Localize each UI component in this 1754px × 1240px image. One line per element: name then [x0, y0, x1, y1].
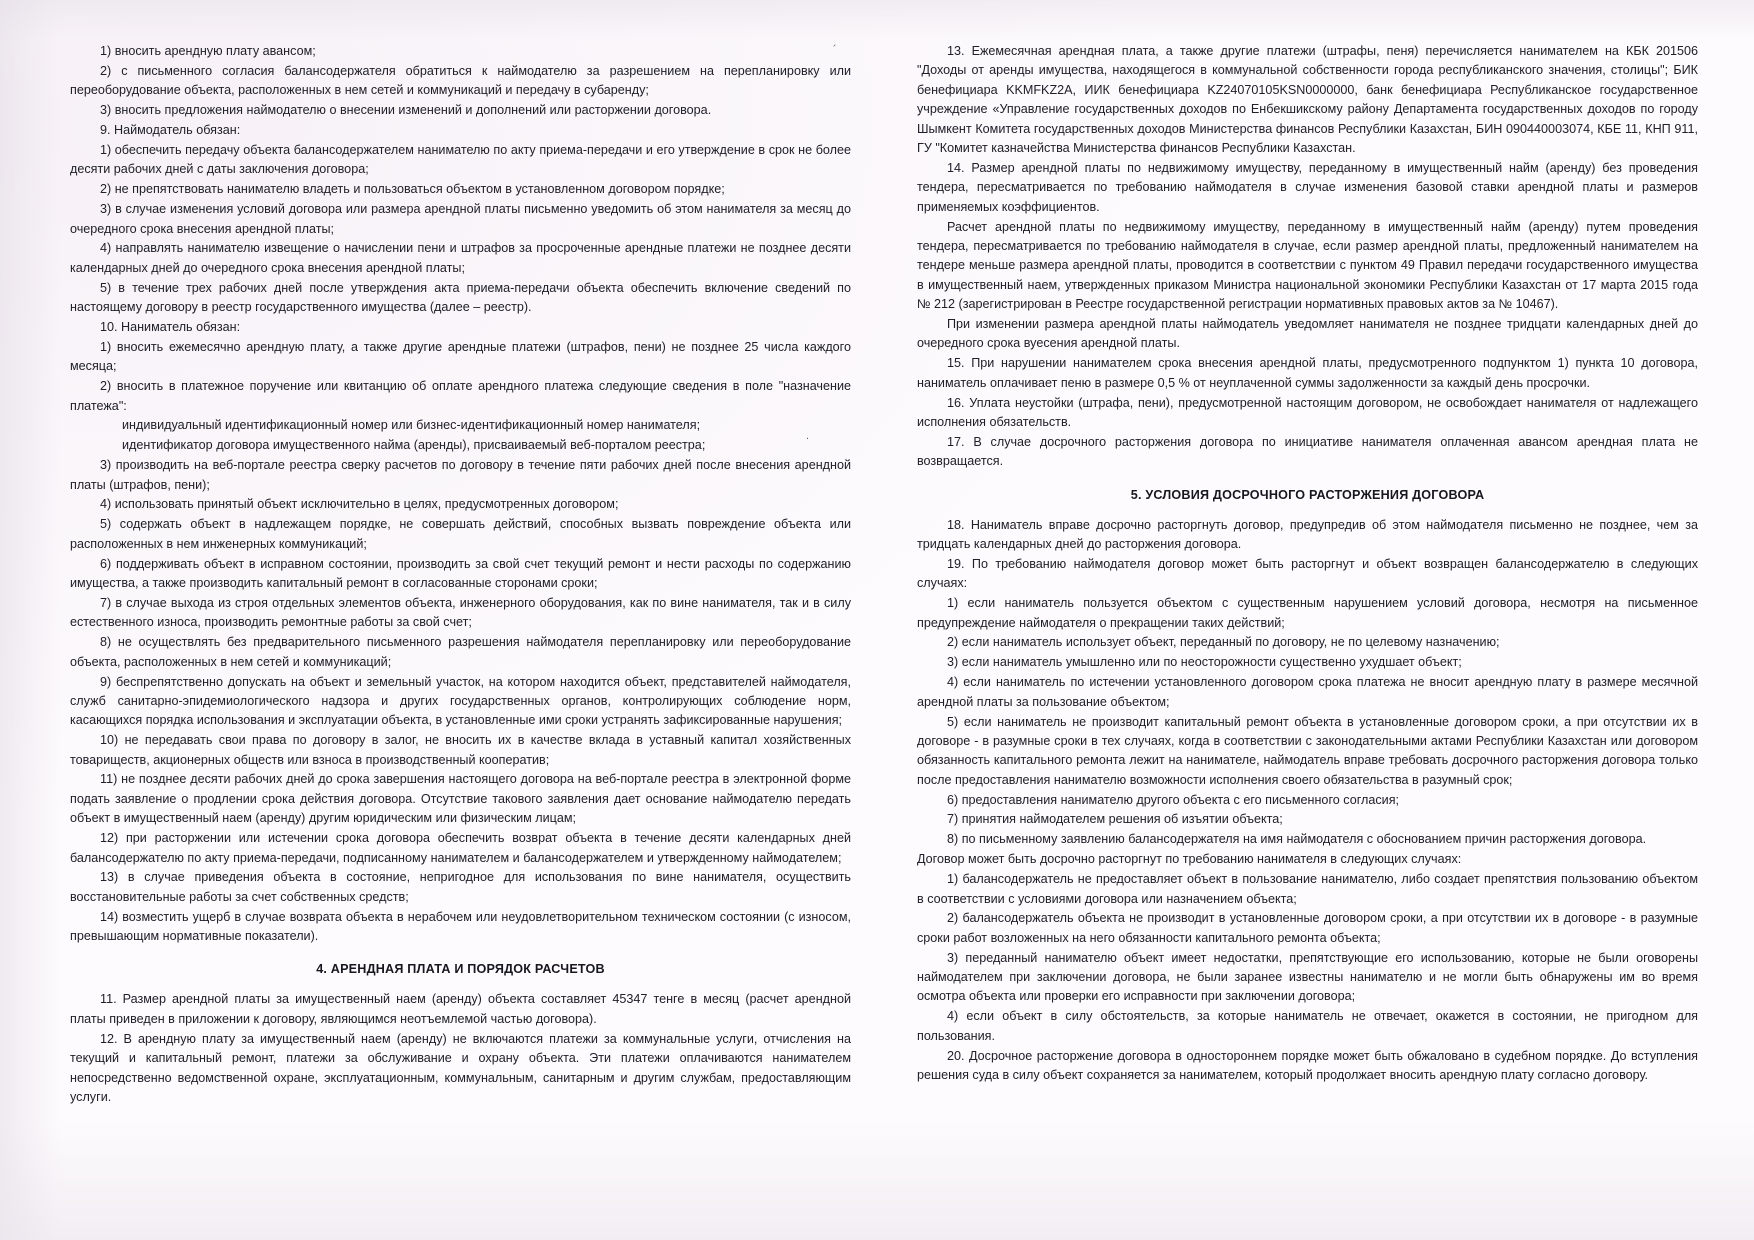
- document-paragraph: 14. Размер арендной платы по недвижимому имуществу, переданному в имущественный найм (аренду) без проведения тендера, пересматривается по требованию наймодателя в случае изменения базовой ставки арендной платы и размеров применяемых коэффициентов.: [917, 160, 1698, 214]
- document-paragraph: 2) не препятствовать нанимателю владеть и пользоваться объектом в установленном договором порядке;: [100, 182, 725, 197]
- document-paragraph: 3) если наниматель умышленно или по неосторожности существенно ухудшает объект;: [947, 655, 1462, 670]
- document-paragraph: 4) если объект в силу обстоятельств, за которые наниматель не отвечает, окажется в состоянии, не пригодном для пользования.: [917, 1009, 1698, 1043]
- document-paragraph: 3) переданный нанимателю объект имеет недостатки, препятствующие его использованию, которые не были оговорены наймодателем при заключении договора, не были заранее известны нанимателю и не могли быть обнаружены им во время осмотра объекта или проверки его исправности при заключении договора;: [917, 950, 1698, 1004]
- document-paragraph: 6) предоставления нанимателю другого объекта с его письменного согласия;: [947, 792, 1400, 807]
- document-paragraph: 3) вносить предложения наймодателю о внесении изменений и дополнений или расторжении договора.: [100, 103, 712, 118]
- document-paragraph: 14) возместить ущерб в случае возврата объекта в нерабочем или неудовлетворительном техническом состоянии (с износом, превышающим нормативные показатели).: [70, 909, 851, 944]
- document-paragraph: 15. При нарушении нанимателем срока внесения арендной платы, предусмотренного подпунктом 1) пункта 10 договора, наниматель оплачивает пеню в размере 0,5 % от неуплаченной суммы задолженности за каждый день просрочки.: [917, 356, 1698, 390]
- document-paragraph: 2) балансодержатель объекта не производит в установленные договором сроки, а при отсутствии их в договоре - в разумные сроки работ возложенных на него обязанности капитального ремонта объекта;: [917, 911, 1698, 945]
- document-paragraph: 6) поддерживать объект в исправном состоянии, производить за свой счет текущий ремонт и нести расходы по содержанию имущества, а также производить капитальный ремонт в согласованные сторонами сроки;: [70, 556, 851, 591]
- document-paragraph: 1) если наниматель пользуется объектом с существенным нарушением условий договора, несмотря на письменное предупреждение наймодателя о прекращении таких действий;: [917, 596, 1698, 630]
- document-paragraph: 10) не передавать свои права по договору в залог, не вносить их в качестве вклада в уставный капитал хозяйственных товариществ, акционерных обществ или взноса в производственный кооператив;: [70, 733, 851, 767]
- document-paragraph: 4) направлять нанимателю извещение о начислении пени и штрафов за просроченные арендные платежи не позднее десяти календарных дней до очередного срока внесения арендной платы;: [70, 241, 851, 275]
- document-paragraph: 1) балансодержатель не предоставляет объект в пользование нанимателю, либо создает препятствия пользованию объектом в соответствии с условиями договора или назначением объекта;: [917, 872, 1698, 906]
- document-paragraph: 12) при расторжении или истечении срока договора обеспечить возврат объекта в течение десяти календарных дней балансодержателю по акту приема-передачи, подписанному нанимателем и балансодержателем и утвержденному наймодателем;: [70, 831, 851, 865]
- document-paragraph: 4) если наниматель по истечении установленного договором срока платежа не вносит арендную плату в размере месячной арендной платы за пользование объектом;: [917, 675, 1698, 709]
- document-paragraph: 12. В арендную плату за имущественный наем (аренду) не включаются платежи за коммунальные услуги, отчисления на текущий и капитальный ремонт, платежи за обслуживание и охрану объекта. Эти платежи оплачиваются нанимателем непосредственно ведомственной охране, эксплуатационным, коммунальным, санитарным и другим службам, предоставляющим услуги.: [70, 1031, 851, 1104]
- document-paragraph: 11. Размер арендной платы за имущественный наем (аренду) объекта составляет 45347 тенге в месяц (расчет арендной платы приведен в приложении к договору, являющимся неотъемлемой частью договора).: [70, 992, 851, 1026]
- document-paragraph: 10. Наниматель обязан:: [100, 319, 241, 334]
- document-paragraph: идентификатор договора имущественного найма (аренды), присваиваемый веб-порталом реестра;: [122, 438, 706, 453]
- document-paragraph: 4) использовать принятый объект исключительно в целях, предусмотренных договором;: [100, 497, 619, 512]
- document-paragraph: 7) в случае выхода из строя отдельных элементов объекта, инженерного оборудования, как по вине нанимателя, так и в силу естественного износа, производить ремонтные работы за свой счет;: [70, 595, 851, 630]
- document-paragraph: 1) обеспечить передачу объекта балансодержателем нанимателю по акту приема-передачи и его утверждение в срок не более десяти рабочих дней с даты заключения договора;: [70, 142, 851, 177]
- right-column: [917, 42, 1698, 1120]
- document-paragraph: 8) не осуществлять без предварительного письменного разрешения наймодателя перепланировку или переоборудование объекта, расположенных в нем сетей и коммуникаций;: [70, 635, 851, 669]
- stray-pen-mark: ´: [833, 44, 837, 56]
- section-heading-4: 4. АРЕНДНАЯ ПЛАТА И ПОРЯДОК РАСЧЕТОВ: [316, 962, 605, 977]
- document-paragraph: 17. В случае досрочного расторжения договора по инициативе нанимателя оплаченная авансом арендная плата не возвращается.: [917, 434, 1698, 469]
- document-paragraph: 9) беспрепятственно допускать на объект и земельный участок, на котором находится объект, представителей наймодателя, служб санитарно-эпидемиологического надзора и других государственных органов, контролирующих соблюдение норм, касающихся порядка использования и эксплуатации объекта, в установленные ими сроки устранять зафиксированные нарушения;: [70, 674, 851, 728]
- document-paragraph: 1) вносить ежемесячно арендную плату, а также другие арендные платежи (штрафов, пени) не позднее 25 числа каждого месяца;: [70, 339, 851, 374]
- document-paragraph: 5) в течение трех рабочих дней после утверждения акта приема-передачи объекта обеспечить включение сведений по настоящему договору в реестр государственного имущества (далее – реестр).: [70, 280, 851, 315]
- section-heading-5: 5. УСЛОВИЯ ДОСРОЧНОГО РАСТОРЖЕНИЯ ДОГОВОРА: [1130, 487, 1485, 502]
- document-paragraph: 19. По требованию наймодателя договор может быть расторгнут и объект возвращен балансодержателю в следующих случаях:: [917, 556, 1698, 591]
- document-paragraph: 5) если наниматель не производит капитальный ремонт объекта в установленные договором сроки, а при отсутствии их в договоре - в разумные сроки в тех случаях, когда в соответствии с законодательными актами Республики Казахстан или договором обязанность капитального ремонта лежит на нанимателе, наймодатель вправе требовать досрочного расторжения договора только после предоставления нанимателю возможности исполнения своего обязательства в разумный срок;: [917, 714, 1698, 787]
- page-shadow-left: [0, 0, 60, 1240]
- document-paragraph: 16. Уплата неустойки (штрафа, пени), предусмотренной настоящим договором, не освобождает нанимателя от надлежащего исполнения обязательств.: [917, 395, 1698, 429]
- document-paragraph: 2) вносить в платежное поручение или квитанцию об оплате арендного платежа следующие сведения в поле "назначение платежа":: [70, 379, 851, 413]
- stray-pen-mark: .: [806, 430, 810, 442]
- page-shadow-bottom: [0, 1120, 1754, 1240]
- document-paragraph: 8) по письменному заявлению балансодержателя на имя наймодателя с обоснованием причин расторжения договора.: [947, 832, 1647, 847]
- page-shadow-top: [0, 0, 1754, 40]
- left-column-paragraphs-after: [70, 990, 851, 1107]
- document-paragraph: 5) содержать объект в надлежащем порядке, не совершать действий, способных вызвать повреждение объекта или расположенных в нем инженерных коммуникаций;: [70, 517, 851, 551]
- document-paragraph: 1) вносить арендную плату авансом;: [100, 44, 316, 58]
- right-column-paragraphs-after: [917, 516, 1698, 1086]
- document-paragraph: 13. Ежемесячная арендная плата, а также другие платежи (штрафы, пеня) перечисляется нанимателем на КБК 201506 "Доходы от аренды имущества, находящегося в коммунальной собственности города республиканского значения, столицы"; БИК бенефициара KKMFKZ2A, ИИК бенефициара KZ24070105KSN0000000, банк бенефициара Республиканское государственное учреждение «Управление государственных доходов по Енбекшикскому району Департамента государственных доходов по городу Шымкент Комитета государственных доходов Министерства финансов Республики Казахстан, БИН 090440003074, КБЕ 11, КНП 911, ГУ "Комитет казначейства Министерства финансов Республики Казахстан.: [917, 44, 1698, 155]
- left-column: [70, 42, 851, 1120]
- document-paragraph: 13) в случае приведения объекта в состояние, непригодное для использования по вине нанимателя, осуществить восстановительные работы за счет собственных средств;: [70, 870, 851, 904]
- right-column-paragraphs: [917, 42, 1698, 472]
- document-paragraph: 3) в случае изменения условий договора или размера арендной платы письменно уведомить об этом нанимателя за месяц до очередного срока внесения арендной платы;: [70, 202, 851, 236]
- document-paragraph: При изменении размера арендной платы наймодатель уведомляет нанимателя не позднее тридцати календарных дней до очередного срока вуесения арендной платы.: [917, 316, 1698, 351]
- document-paragraph: 2) если наниматель использует объект, переданный по договору, не по целевому назначению;: [947, 635, 1500, 650]
- document-paragraph: Расчет арендной платы по недвижимому имуществу, переданному в имущественный найм (аренду) путем проведения тендера, пересматривается по требованию наймодателя в случае, если размер арендной платы, предложенный нанимателем на тендере меньше размера арендной платы, проводится в соответствии с пунктом 49 Правил передачи государственного имущества в имущественный наем, утвержденных приказом Министра национальной экономики Республики Казахстан от 17 марта 2015 года № 212 (зарегистрирован в Реестре государственной регистрации нормативных правовых актов за № 10467).: [917, 219, 1698, 312]
- document-paragraph: Договор может быть досрочно расторгнут по требованию нанимателя в следующих случаях:: [917, 852, 1462, 867]
- document-paragraph: 2) с письменного согласия балансодержателя обратиться к наймодателю за разрешением на перепланировку или переоборудование объекта, расположенных в нем сетей и коммуникаций и передачу в субаренду;: [70, 63, 851, 98]
- document-paragraph: 7) принятия наймодателем решения об изъятии объекта;: [947, 812, 1283, 827]
- left-column-paragraphs: [70, 42, 851, 946]
- two-column-body: [70, 42, 1698, 1120]
- document-paragraph: 3) производить на веб-портале реестра сверку расчетов по договору в течение пяти рабочих дней после внесения арендной платы (штрафов, пени);: [70, 458, 851, 492]
- document-paragraph: индивидуальный идентификационный номер или бизнес-идентификационный номер нанимателя;: [122, 418, 701, 433]
- document-paragraph: 11) не позднее десяти рабочих дней до срока завершения настоящего договора на веб-портале реестра в электронной форме подать заявление о продлении срока действия договора. Отсутствие такового заявления дает основание наймодателю передать объект в имущественный наем (аренду) другим юридическим или физическим лицам;: [70, 772, 851, 826]
- document-paragraph: 9. Наймодатель обязан:: [100, 123, 241, 138]
- document-paragraph: 20. Досрочное расторжение договора в одностороннем порядке может быть обжаловано в судебном порядке. До вступления решения суда в силу объект сохраняется за нанимателем, который продолжает вносить арендную плату согласно договору.: [917, 1048, 1698, 1083]
- document-paragraph: 18. Наниматель вправе досрочно расторгнуть договор, предупредив об этом наймодателя письменно не позднее, чем за тридцать календарных дней до расторжения договора.: [917, 517, 1698, 551]
